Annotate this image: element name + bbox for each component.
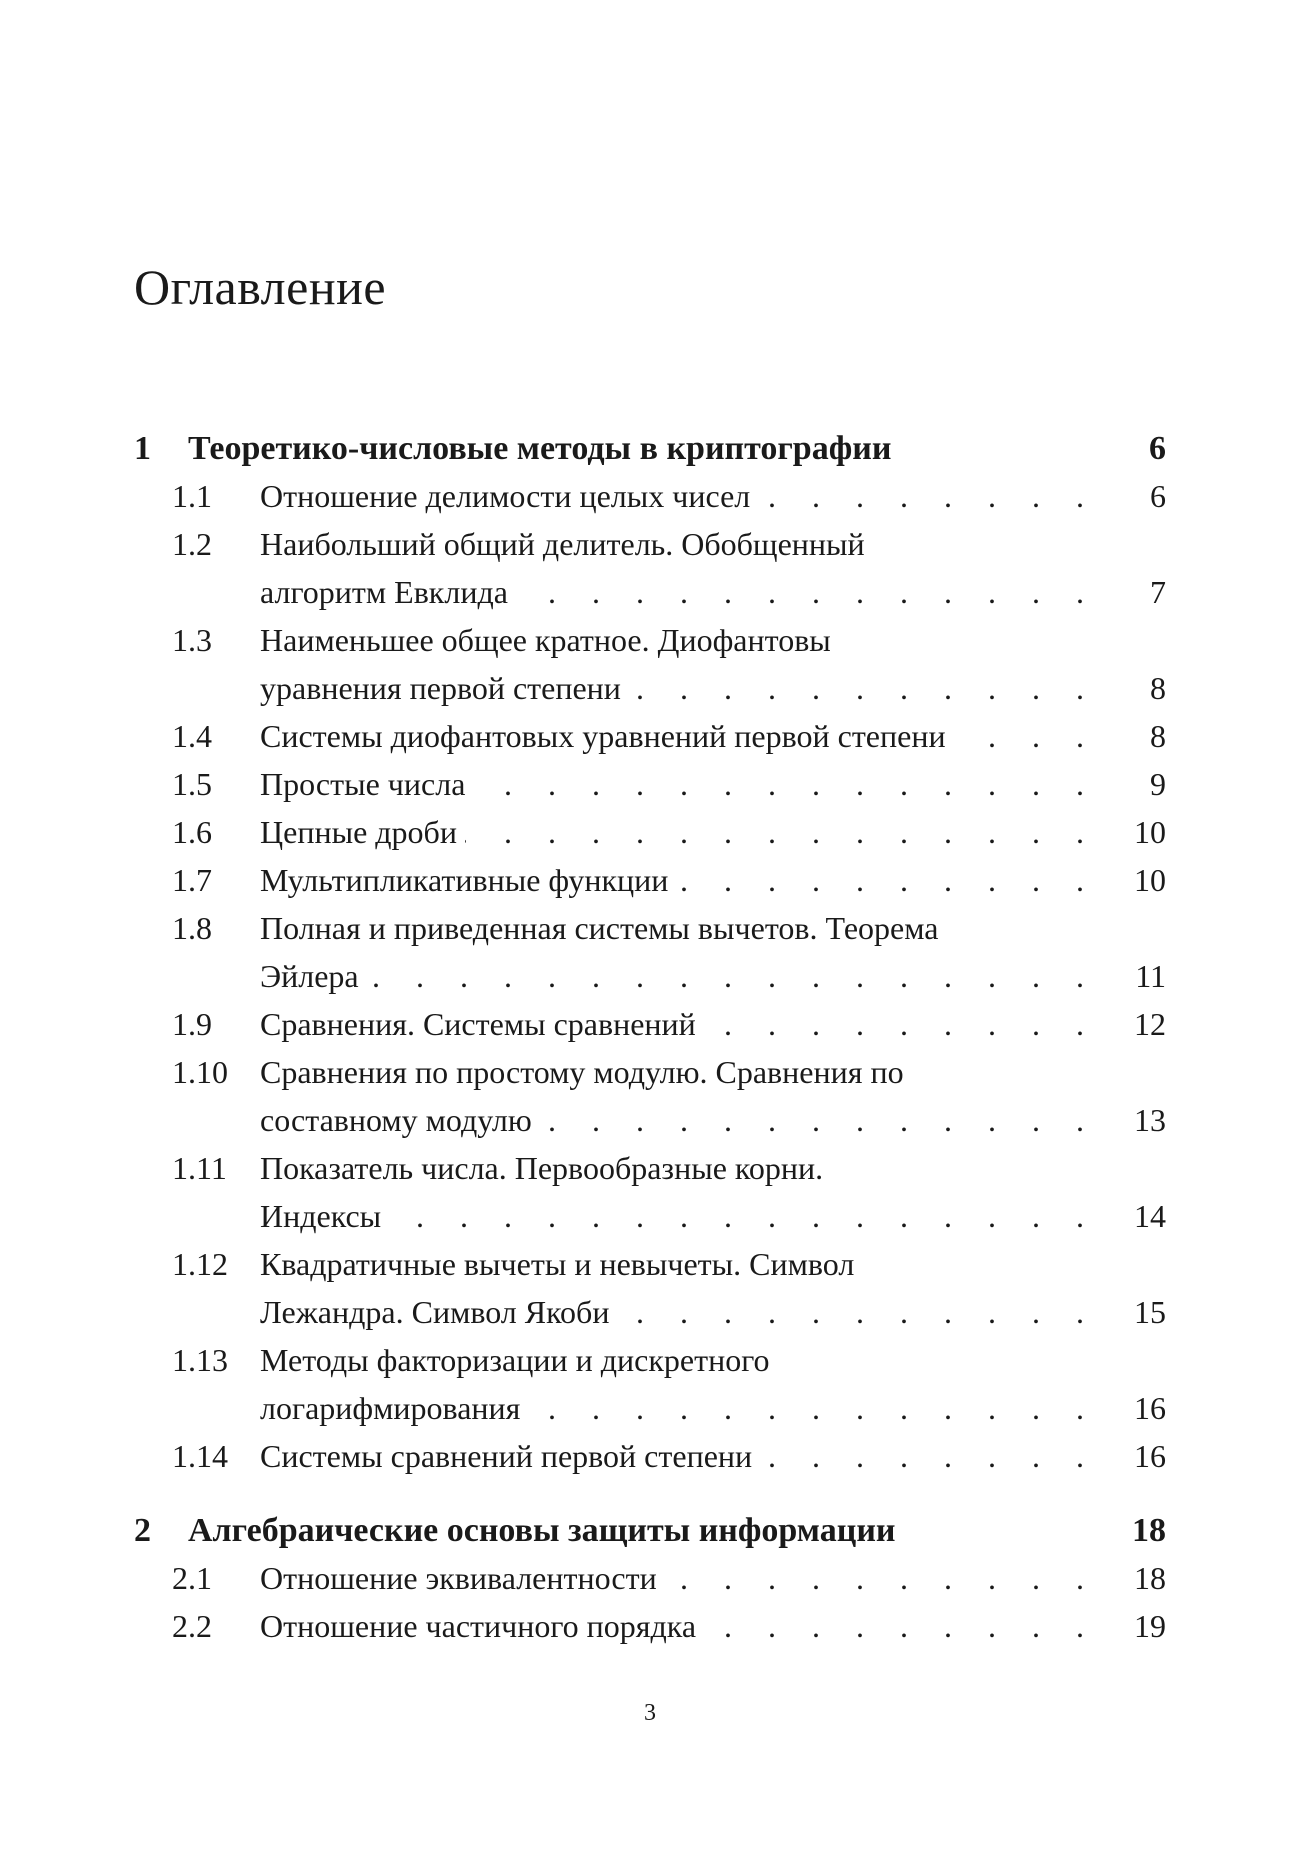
section-page: 19	[1134, 1608, 1166, 1644]
toc-section-line	[134, 1102, 1166, 1150]
toc-section-line	[134, 1342, 1166, 1390]
dot-leader	[665, 1560, 1098, 1597]
chapter-title: Теоретико-числовые методы в криптографии	[188, 430, 892, 467]
section-title-line: Наименьшее общее кратное. Диофантовы	[260, 622, 831, 658]
toc-section-line	[134, 814, 1166, 862]
dot-leader	[704, 1608, 1098, 1645]
toc-section-line	[134, 670, 1166, 718]
toc-section-line	[134, 1560, 1166, 1608]
toc-section-line	[134, 766, 1166, 814]
chapter-title: Алгебраические основы защиты информации	[188, 1512, 896, 1549]
toc-section[interactable]	[134, 1054, 1166, 1150]
section-page: 18	[1134, 1560, 1166, 1596]
section-title-line: Цепные дроби	[260, 814, 457, 850]
section-number: 1.9	[172, 1006, 212, 1042]
section-page: 11	[1135, 958, 1166, 994]
toc-section-line	[134, 1006, 1166, 1054]
chapter-number: 1	[134, 430, 151, 467]
dot-leader	[367, 958, 1098, 995]
section-title-line: Квадратичные вычеты и невычеты. Символ	[260, 1246, 855, 1282]
page-title: Оглавление	[134, 259, 387, 315]
section-title-line: Наибольший общий делитель. Обобщенный	[260, 526, 865, 562]
dot-leader	[473, 766, 1098, 803]
section-title-line: Отношение делимости целых чисел	[260, 478, 751, 514]
section-number: 1.5	[172, 766, 212, 802]
toc-section[interactable]	[134, 1560, 1166, 1608]
toc-chapter[interactable]	[134, 1512, 1166, 1560]
section-number: 1.3	[172, 622, 212, 658]
section-title-line: Системы диофантовых уравнений первой степени	[260, 718, 946, 754]
section-page: 12	[1134, 1006, 1166, 1042]
section-page: 7	[1150, 574, 1166, 610]
section-page: 13	[1134, 1102, 1166, 1138]
chapter-number: 2	[134, 1512, 151, 1549]
toc-section[interactable]	[134, 526, 1166, 622]
section-number: 1.12	[172, 1246, 228, 1282]
toc-section-line	[134, 1438, 1166, 1486]
toc-section[interactable]	[134, 1150, 1166, 1246]
section-page: 6	[1150, 478, 1166, 514]
dot-leader	[617, 1294, 1098, 1331]
toc-section[interactable]	[134, 862, 1166, 910]
toc-section-line	[134, 862, 1166, 910]
dot-leader	[389, 1198, 1098, 1235]
toc-section[interactable]	[134, 1246, 1166, 1342]
section-page: 14	[1134, 1198, 1166, 1234]
toc-chapter[interactable]	[134, 430, 1166, 478]
toc-section[interactable]	[134, 766, 1166, 814]
section-number: 1.10	[172, 1054, 228, 1090]
section-page: 10	[1134, 814, 1166, 850]
section-title-line: логарифмирования	[260, 1390, 521, 1426]
dot-leader	[760, 1438, 1098, 1475]
toc-section-line	[134, 1608, 1166, 1656]
toc-section[interactable]	[134, 478, 1166, 526]
section-title-line: Сравнения по простому модулю. Сравнения по	[260, 1054, 904, 1090]
section-page: 8	[1150, 718, 1166, 754]
section-number: 2.2	[172, 1608, 212, 1644]
section-page: 15	[1134, 1294, 1166, 1330]
toc-section-line	[134, 910, 1166, 958]
toc-section-line	[134, 1150, 1166, 1198]
section-title-line: Индексы	[260, 1198, 382, 1234]
toc-section-line	[134, 478, 1166, 526]
dot-leader	[540, 1102, 1098, 1139]
dot-leader	[758, 478, 1098, 515]
dot-leader	[516, 574, 1098, 611]
dot-leader	[629, 670, 1098, 707]
toc-section[interactable]	[134, 1006, 1166, 1054]
section-title-line: Эйлера	[260, 958, 359, 994]
section-title-line: Лежандра. Символ Якоби	[260, 1294, 610, 1330]
toc-section[interactable]	[134, 1342, 1166, 1438]
toc-section[interactable]	[134, 718, 1166, 766]
section-title-line: алгоритм Евклида	[260, 574, 508, 610]
dot-leader	[465, 814, 1098, 851]
section-page: 10	[1134, 862, 1166, 898]
section-number: 1.14	[172, 1438, 228, 1474]
toc-section-line	[134, 1390, 1166, 1438]
toc-section[interactable]	[134, 622, 1166, 718]
toc-section-line	[134, 958, 1166, 1006]
section-number: 1.6	[172, 814, 212, 850]
toc-section-line	[134, 1246, 1166, 1294]
section-number: 1.1	[172, 478, 212, 514]
section-page: 16	[1134, 1390, 1166, 1426]
dot-leader	[704, 1006, 1098, 1043]
section-number: 1.8	[172, 910, 212, 946]
section-page: 9	[1150, 766, 1166, 802]
toc-section-line	[134, 526, 1166, 574]
chapter-page: 18	[1132, 1512, 1166, 1549]
toc-section-line	[134, 1198, 1166, 1246]
section-title-line: Мультипликативные функции	[260, 862, 669, 898]
toc-section-line	[134, 1054, 1166, 1102]
page-number: 3	[644, 1700, 656, 1726]
toc-section-line	[134, 622, 1166, 670]
dot-leader	[528, 1390, 1098, 1427]
toc-section[interactable]	[134, 1608, 1166, 1656]
section-title-line: Методы факторизации и дискретного	[260, 1342, 770, 1378]
section-number: 1.11	[172, 1150, 227, 1186]
section-title-line: Простые числа	[260, 766, 466, 802]
dot-leader	[676, 862, 1098, 899]
section-title-line: уравнения первой степени	[260, 670, 621, 706]
section-number: 2.1	[172, 1560, 212, 1596]
toc-section[interactable]	[134, 910, 1166, 1006]
toc-section[interactable]	[134, 814, 1166, 862]
section-page: 8	[1150, 670, 1166, 706]
section-number: 1.4	[172, 718, 212, 754]
section-title-line: Отношение эквивалентности	[260, 1560, 657, 1596]
section-title-line: Системы сравнений первой степени	[260, 1438, 753, 1474]
section-title-line: Сравнения. Системы сравнений	[260, 1006, 696, 1042]
section-number: 1.2	[172, 526, 212, 562]
toc-section-line	[134, 574, 1166, 622]
toc-section[interactable]	[134, 1438, 1166, 1486]
section-number: 1.13	[172, 1342, 228, 1378]
section-title-line: Показатель числа. Первообразные корни.	[260, 1150, 824, 1186]
chapter-page: 6	[1149, 430, 1166, 467]
section-number: 1.7	[172, 862, 212, 898]
toc-section-line	[134, 718, 1166, 766]
section-title-line: Отношение частичного порядка	[260, 1608, 697, 1644]
table-of-contents	[134, 430, 1166, 1656]
dot-leader	[954, 718, 1098, 755]
section-title-line: Полная и приведенная системы вычетов. Теорема	[260, 910, 939, 946]
toc-section-line	[134, 1294, 1166, 1342]
section-page: 16	[1134, 1438, 1166, 1474]
section-title-line: составному модулю	[260, 1102, 532, 1138]
